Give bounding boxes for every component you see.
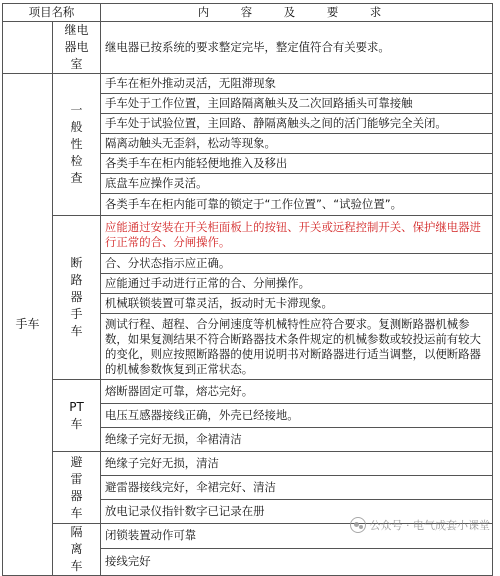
category-relay <box>53 22 101 74</box>
table-row <box>3 74 493 94</box>
list-item: 隔离动触头无歪斜，松动等现象。 <box>101 134 493 154</box>
category-label: 断路器手车 <box>70 256 83 338</box>
list-item: 合、分状态指示应正确。 <box>101 254 493 274</box>
list-item: 手车处于工作位置，主回路隔离触头及二次回路插头可靠接触 <box>101 94 493 114</box>
table-header-row <box>3 4 493 22</box>
category-arrester <box>53 452 101 524</box>
list-item: 接线完好 <box>101 548 493 575</box>
table-row <box>3 22 493 74</box>
table-row <box>3 216 493 254</box>
list-item: 各类手车在柜内能可靠的锁定于“工作位置”、“试验位置”。 <box>101 194 493 216</box>
list-item: 各类手车在柜内能轻便地推入及移出 <box>101 154 493 174</box>
watermark <box>350 517 491 533</box>
list-item: 绝缘子完好无损，伞裙清洁 <box>101 428 493 452</box>
category-breaker <box>53 216 101 380</box>
list-item: 电压互感器接线正确，外壳已经接地。 <box>101 404 493 428</box>
category-label: 避雷器车 <box>70 454 83 520</box>
list-item: 手车在柜外推动灵活，无阻滞现象 <box>101 74 493 94</box>
inspection-table <box>2 3 493 576</box>
category-label: 继电器电室 <box>64 23 89 71</box>
list-item: 应能通过手动进行正常的合、分闸操作。 <box>101 274 493 294</box>
table-row <box>3 452 493 476</box>
watermark-text: 公众号 · 电气成套小课堂 <box>369 519 490 532</box>
list-item: 放电记录仪指针数字已记录在册 <box>101 500 493 524</box>
category-label: PT车 <box>69 399 84 431</box>
empty-cell <box>3 22 53 74</box>
header-item-name: 项目名称 <box>3 4 101 22</box>
list-item-highlight: 应能通过安装在开关柜面板上的按钮、开关或远程控制开关、保护继电器进行正常的合、分闸操作。 <box>101 216 493 254</box>
category-label: 隔离车 <box>70 525 83 573</box>
list-item: 熔断器固定可靠，熔芯完好。 <box>101 380 493 404</box>
list-item: 绝缘子完好无损，清洁 <box>101 452 493 476</box>
header-content: 内 容 及 要 求 <box>101 4 493 22</box>
list-item: 避雷器接线完好，伞裙完好、清洁 <box>101 476 493 500</box>
category-isolation <box>53 524 101 576</box>
list-item: 机械联锁装置可靠灵活，扳动时无卡滞现象。 <box>101 294 493 314</box>
category-general <box>53 74 101 216</box>
list-item: 手车处于试验位置，主回路、静隔离触头之间的活门能够完全关闭。 <box>101 114 493 134</box>
list-item: 闭锁装置动作可靠 <box>101 524 493 549</box>
category-label: 一般性检查 <box>70 103 83 185</box>
table-row <box>3 380 493 404</box>
category-pt <box>53 380 101 452</box>
list-item: 底盘车应操作灵活。 <box>101 174 493 194</box>
category-cart <box>3 74 53 576</box>
category-label: 手车 <box>15 317 40 331</box>
list-item: 继电器已按系统的要求整定完毕，整定值符合有关要求。 <box>101 22 493 74</box>
wechat-icon <box>350 517 366 533</box>
list-item: 测试行程、超程、合分闸速度等机械特性应符合要求。复测断路器机械参数，如果复测结果不符合断路器技术条件规定的机械参数或较投运前有较大的变化，则应按照断路器的使用说明书对断路器进行适当调整，以便断路器的机械参数恢复到正常状态。 <box>101 314 493 380</box>
